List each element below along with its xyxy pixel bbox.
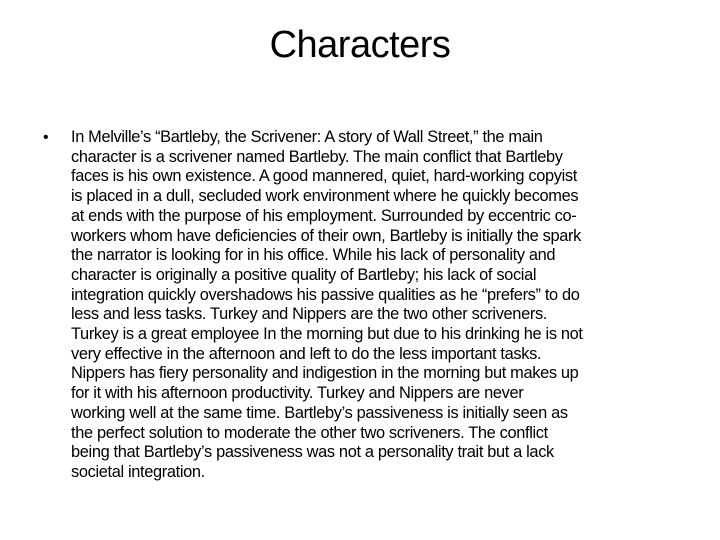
text-line: for it with his afternoon productivity. Turkey and Nippers are never <box>71 384 524 403</box>
text-line: the perfect solution to moderate the other two scriveners. The conflict <box>71 423 548 442</box>
text-line: the narrator is looking for in his office. While his lack of personality and <box>71 246 556 265</box>
text-line: character is originally a positive quality of Bartleby; his lack of social <box>71 265 537 284</box>
text-line: is placed in a dull, secluded work environment where he quickly becomes <box>71 187 579 206</box>
text-line: being that Bartleby’s passiveness was not a personality trait but a lack <box>71 443 554 462</box>
text-line: character is a scrivener named Bartleby. The main conflict that Bartleby <box>71 147 563 166</box>
text-line: Nippers has fiery personality and indigestion in the morning but makes up <box>71 364 579 383</box>
text-line: workers whom have deficiencies of their own, Bartleby is initially the spark <box>71 226 581 245</box>
text-line: at ends with the purpose of his employment. Surrounded by eccentric co- <box>71 206 577 225</box>
bullet-marker-icon: • <box>43 129 49 146</box>
bullet-item <box>38 128 688 483</box>
text-line: In Melville’s “Bartleby, the Scrivener: A story of Wall Street,” the main <box>71 128 543 146</box>
text-line: faces is his own existence. A good mannered, quiet, hard-working copyist <box>71 167 577 186</box>
text-line: societal integration. <box>71 462 205 481</box>
text-line: less and less tasks. Turkey and Nippers are the two other scriveners. <box>71 305 547 324</box>
slide-title: Characters <box>269 24 451 66</box>
bullet-text <box>71 128 688 483</box>
text-line: working well at the same time. Bartleby’s passiveness is initially seen as <box>71 403 568 422</box>
text-line: very effective in the afternoon and left to do the less important tasks. <box>71 344 542 363</box>
slide-body <box>38 128 688 483</box>
text-line: Turkey is a great employee In the morning but due to his drinking he is not <box>71 325 583 344</box>
text-line: integration quickly overshadows his passive qualities as he “prefers” to do <box>71 285 580 304</box>
